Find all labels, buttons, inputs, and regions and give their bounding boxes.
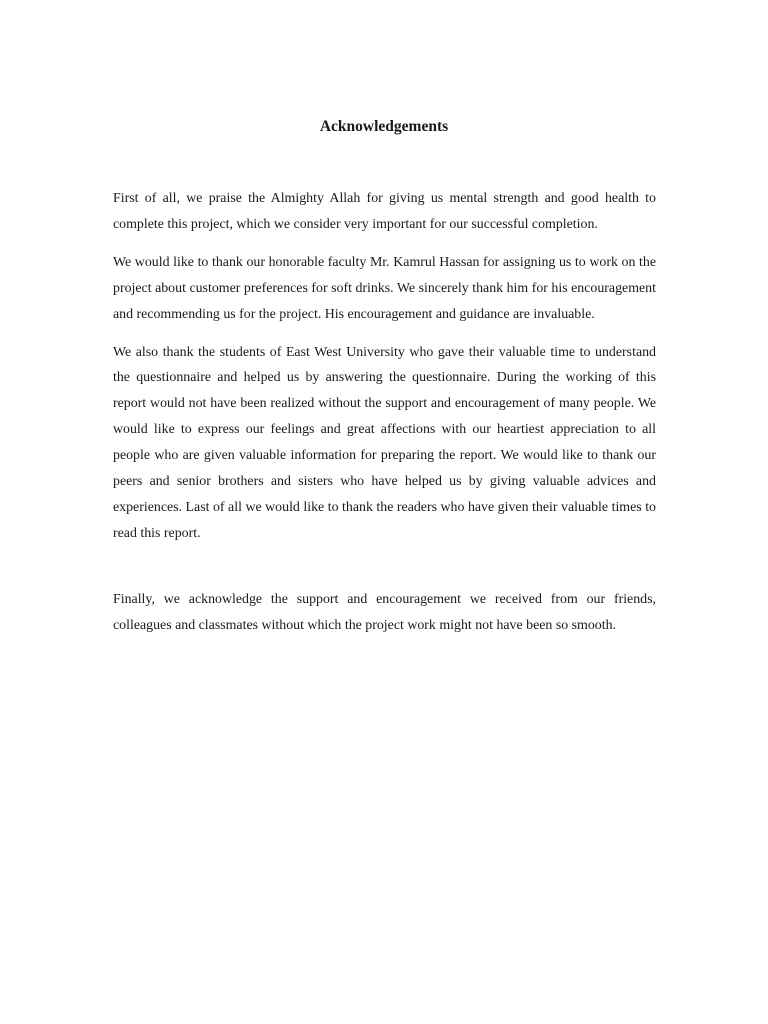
paragraph-students-thanks: We also thank the students of East West University who gave their valuable time to understand the questionnaire and helped us by answering the questionnaire. During the working of this report would not have been realized without the support and encouragement of many people. We would like to express our feelings and great affections with our heartiest appreciation to all people who are given valuable information for preparing the report. We would like to thank our peers and senior brothers and sisters who have helped us by giving valuable advices and experiences. Last of all we would like to thank the readers who have given their valuable times to read this report. [113,344,656,541]
paragraph-praise: First of all, we praise the Almighty Allah for giving us mental strength and good health to complete this project, which we consider very important for our successful completion. [113,191,656,232]
paragraph-final-thanks: Finally, we acknowledge the support and encouragement we received from our friends, colleagues and classmates without which the project work might not have been so smooth. [113,591,656,633]
paragraph-faculty-thanks: We would like to thank our honorable faculty Mr. Kamrul Hassan for assigning us to work on the project about customer preferences for soft drinks. We sincerely thank him for his encouragement and recommending us for the project. His encouragement and guidance are invaluable. [113,254,656,322]
document-body [113,186,656,639]
page-title: Acknowledgements [319,118,449,135]
